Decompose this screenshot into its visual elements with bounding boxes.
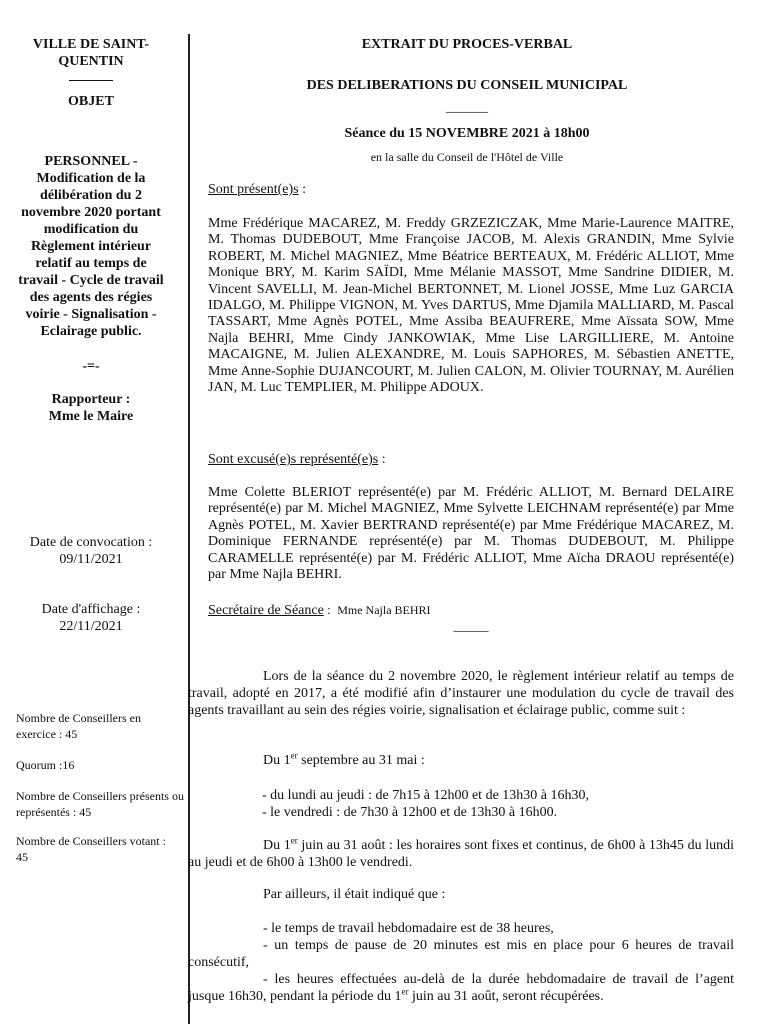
p3-indent <box>188 838 263 853</box>
schedule-item-1: - du lundi au jeudi : de 7h15 à 12h00 et de 13h30 à 16h30, <box>262 788 589 803</box>
r3-sup: er <box>401 986 409 997</box>
objet-block <box>12 153 170 425</box>
rapporteur-name: Mme le Maire <box>48 409 134 424</box>
r3-b: juin au 31 août, seront récupérées. <box>408 989 604 1004</box>
rule-item-2 <box>188 937 734 971</box>
count-votant: Nombre de Conseillers votant : 45 <box>16 834 166 864</box>
secretaire-colon: : <box>323 602 338 617</box>
schedule-item-2: - le vendredi : de 7h30 à 12h00 et de 13h30 à 16h00. <box>262 805 558 820</box>
objet-label: OBJET <box>68 94 114 109</box>
secretaire-line <box>208 602 734 619</box>
presents-list: Mme Frédérique MACAREZ, M. Freddy GRZEZICZAK, Mme Marie-Laurence MAITRE, M. Thomas DUDEBOUT, Mme Françoise JACOB, M. Alexis GRANDIN, Mme Sylvie ROBERT, M. Michel MAGNIEZ, Mme Béatrice BERTEAUX, M. Frédéric ALLIOT, Mme Monique BRY, M. Karim SAÏDI, Mme Mélanie MASSOT, Mme Sandrine DIDIER, M. Vincent SAVELLI, M. Jean-Michel BERTONNET, M. Lionel JOSSE, Mme Luz GARCIA IDALGO, M. Philippe VIGNON, M. Yves DARTUS, Mme Djamila MALLIARD, M. Pascal TASSART, Mme Agnès POTEL, Mme Assiba BEAUFRERE, Mme Aïssata SOW, Mme Najla BEHRI, Mme Cindy JANKOWIAK, Mme Lise LARGILLIERE, M. Antoine MACAIGNE, M. Julien ALEXANDRE, M. Louis SAPHORES, M. Sébastien ANETTE, Mme Anne-Sophie DUJANCOURT, M. Julien CALON, M. Olivier TOURNAY, M. Aurélien JAN, M. Luc TEMPLIER, M. Philippe ADOUX. <box>208 216 734 396</box>
p1-indent <box>188 669 263 684</box>
affichage-label: Date d'affichage : <box>41 602 141 617</box>
count-presents: Nombre de Conseillers présents ou représentés : 45 <box>16 789 184 819</box>
rule-item-1 <box>188 920 734 937</box>
presents-heading <box>208 182 734 198</box>
presents-label: Sont présent(e)s <box>208 182 299 197</box>
rule-item-3 <box>188 971 734 1005</box>
rules-list <box>188 920 734 1005</box>
p4-text: Par ailleurs, il était indiqué que : <box>263 887 446 902</box>
count-quorum: Quorum :16 <box>16 758 75 772</box>
objet-mark: -=- <box>82 359 100 374</box>
column-divider <box>188 34 190 1024</box>
r2-indent <box>188 938 263 953</box>
p2-a: Du 1 <box>263 753 291 768</box>
convocation-block <box>12 534 170 568</box>
body-paragraph-4 <box>188 886 734 903</box>
count-exercice: Nombre de Conseillers en exercice : 45 <box>16 711 141 741</box>
p2-indent <box>188 753 263 768</box>
p3-sup: er <box>290 835 298 846</box>
body-paragraph-1 <box>188 668 734 719</box>
rapporteur-label: Rapporteur : <box>51 392 131 407</box>
excuses-heading <box>208 452 734 468</box>
p3-a: Du 1 <box>263 838 291 853</box>
convocation-label: Date de convocation : <box>29 535 153 550</box>
secretaire-rule: _____ <box>453 619 489 634</box>
city-separator <box>69 80 113 81</box>
convocation-date: 09/11/2021 <box>59 552 123 567</box>
seance-date: Séance du 15 NOVEMBRE 2021 à 18h00 <box>344 126 590 141</box>
r2-text: - un temps de pause de 20 minutes est mis en place pour 6 heures de travail consécutif, <box>188 938 734 970</box>
doc-subtitle: DES DELIBERATIONS DU CONSEIL MUNICIPAL <box>306 78 628 93</box>
affichage-block <box>12 601 170 635</box>
excuses-list: Mme Colette BLERIOT représenté(e) par M. Frédéric ALLIOT, M. Bernard DELAIRE représenté(e) par M. Michel MAGNIEZ, Mme Sylvette LEICHNAM représenté(e) par Mme Agnès POTEL, M. Xavier BERTRAND représenté(e) par Mme Frédérique MACAREZ, M. Dominique FERNANDE représenté(e) par M. Thomas DUDEBOUT, M. Philippe CARAMELLE représenté(e) par M. Frédéric ALLIOT, Mme Aïcha DRAOU représenté(e) par Mme Najla BEHRI. <box>208 485 734 583</box>
city-name: VILLE DE SAINT-QUENTIN <box>32 37 150 69</box>
affichage-date: 22/11/2021 <box>59 619 123 634</box>
r1-text: - le temps de travail hebdomadaire est de 38 heures, <box>263 921 554 936</box>
left-header <box>12 36 170 110</box>
excuses-label: Sont excusé(e)s représenté(e)s <box>208 452 379 467</box>
excuses-colon: : <box>378 452 386 467</box>
secretaire-label: Secrétaire de Séance <box>208 603 324 618</box>
p4-indent <box>188 887 263 902</box>
objet-text: PERSONNEL - Modification de la délibération du 2 novembre 2020 portant modification du Règlement intérieur relatif au temps de travail - Cycle de travail des agents des régies voirie - Signalisation - Eclairage public. <box>18 154 164 339</box>
r3-indent <box>188 972 263 987</box>
r3-a: - les heures effectuées au-delà de la durée hebdomadaire de travail de l’agent jusque 16h30, pendant la période du 1 <box>188 972 734 1004</box>
body-paragraph-3 <box>188 837 734 871</box>
seance-location: en la salle du Conseil de l'Hôtel de Ville <box>370 150 564 164</box>
body-paragraph-2 <box>188 752 734 769</box>
p3-b: juin au 31 août : les horaires sont fixes et continus, de 6h00 à 13h45 du lundi au jeudi et de 6h00 à 13h00 le vendredi. <box>188 838 734 870</box>
p2-sup: er <box>290 750 298 761</box>
schedule-list-1 <box>188 787 734 821</box>
secretaire-name: Mme Najla BEHRI <box>337 603 431 617</box>
doc-title: EXTRAIT DU PROCES-VERBAL <box>361 37 573 52</box>
p2-b: septembre au 31 mai : <box>297 753 425 768</box>
header-rule: ______ <box>446 100 488 115</box>
p1-text: Lors de la séance du 2 novembre 2020, le règlement intérieur relatif au temps de travail, adopté en 2017, a été modifié afin d’instaurer une modulation du cycle de travail des agents travaillant au sein des régies voirie, signalisation et éclairage public, comme suit : <box>188 669 734 718</box>
presents-colon: : <box>298 182 306 197</box>
r1-indent <box>188 921 263 936</box>
